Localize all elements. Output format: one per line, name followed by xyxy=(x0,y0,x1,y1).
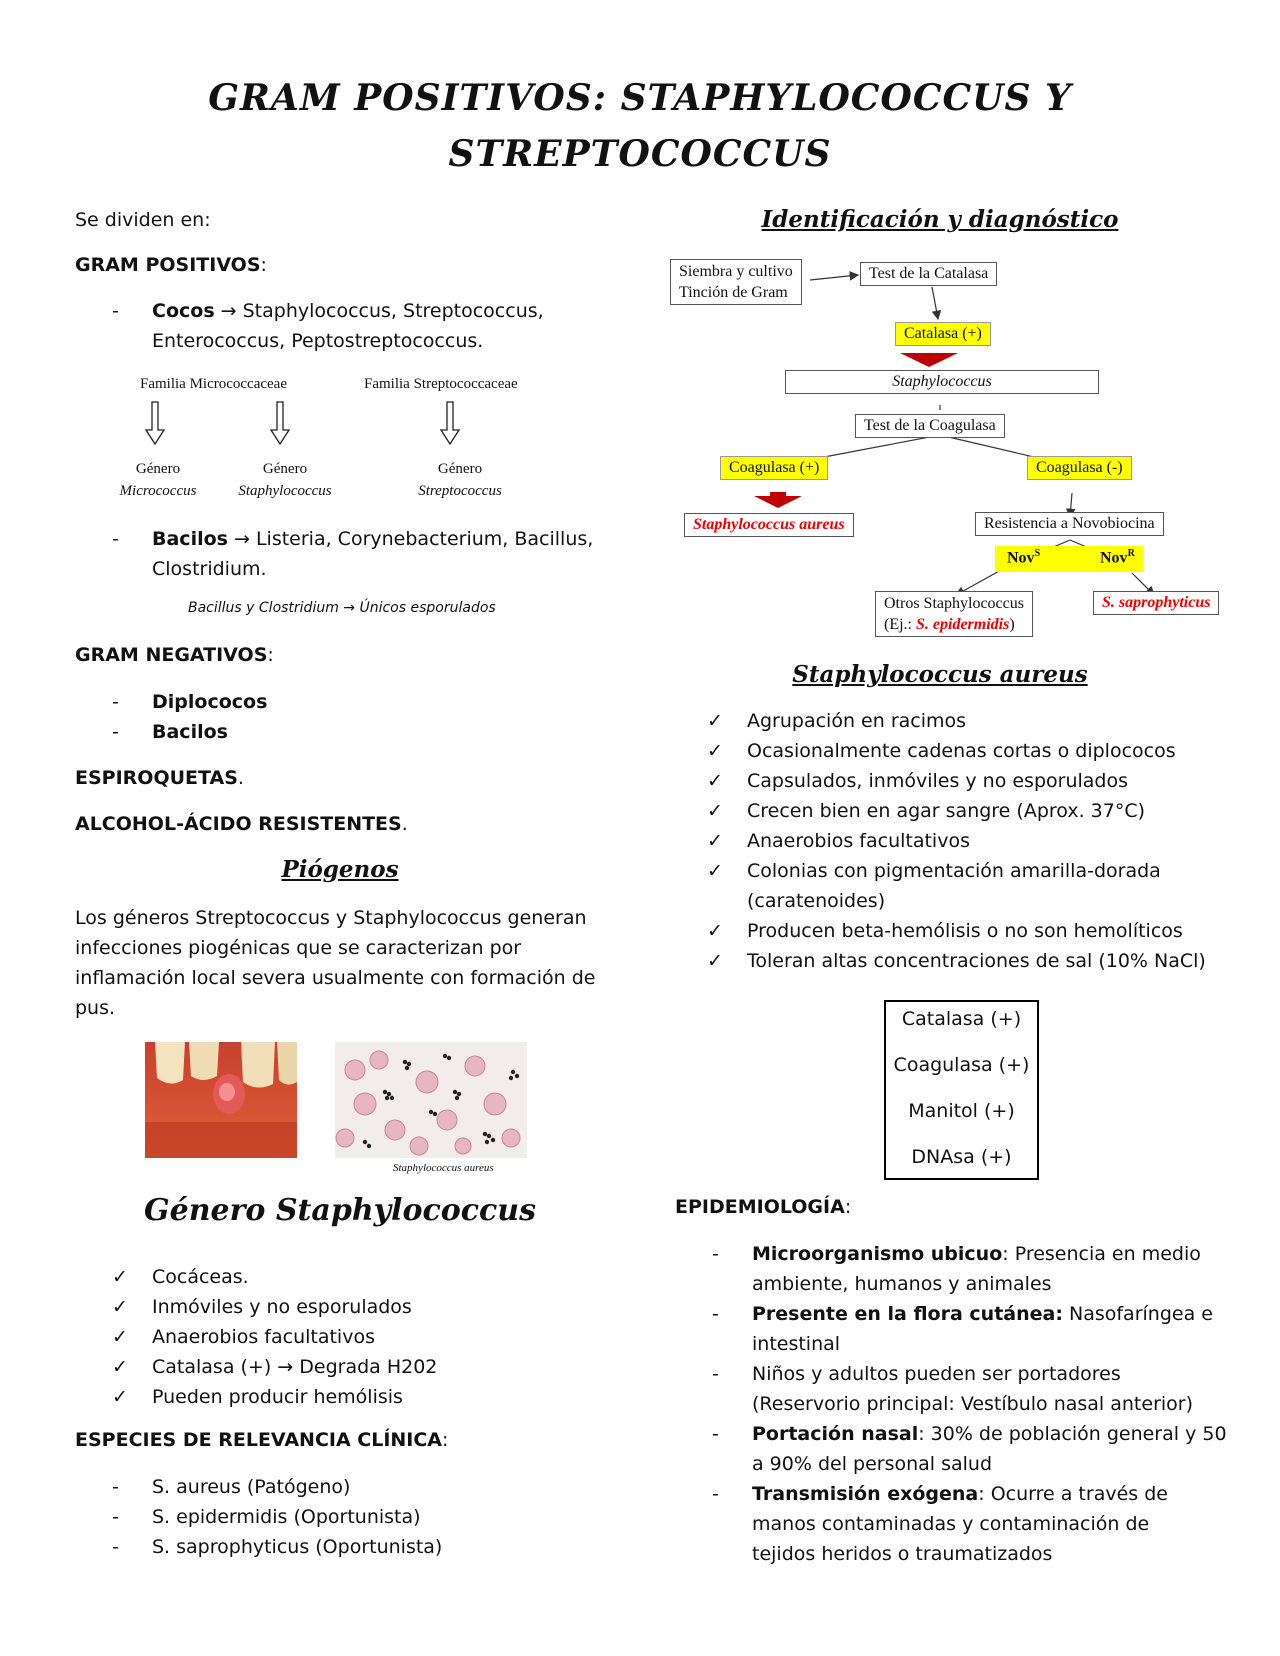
red-arrow-icon xyxy=(900,353,958,367)
espiroquetas-label: ESPIROQUETAS xyxy=(75,767,238,789)
check-icon: ✓ xyxy=(112,1386,128,1408)
especies-label: ESPECIES DE RELEVANCIA CLÍNICA xyxy=(75,1429,443,1451)
check-item-text: Ocasionalmente cadenas cortas o diplococos xyxy=(747,740,1176,762)
down-arrows xyxy=(140,400,480,448)
epi-text: manos contaminadas y contaminación de xyxy=(752,1513,1150,1535)
epi-label: EPIDEMIOLOGÍA xyxy=(675,1196,845,1218)
epi-item xyxy=(712,1479,1232,1569)
check-item-text: Producen beta-hemólisis o no son hemolíticos xyxy=(747,920,1183,942)
check-item-continued xyxy=(707,886,1227,916)
gram-neg-label: Diplococos xyxy=(152,691,268,713)
aureus-list xyxy=(707,706,1227,976)
dash: - xyxy=(712,1423,719,1445)
espiroquetas xyxy=(75,763,244,793)
check-icon: ✓ xyxy=(707,860,723,882)
list-item-text: S. aureus (Patógeno) xyxy=(152,1476,351,1498)
flow-text: Tinción de Gram xyxy=(679,284,788,301)
especies-list xyxy=(112,1472,612,1562)
epi-text: (Reservorio principal: Vestíbulo nasal anterior) xyxy=(752,1393,1194,1415)
genus-word: Género xyxy=(262,461,308,477)
colon: : xyxy=(442,1429,449,1451)
check-item-text: Capsulados, inmóviles y no esporulados xyxy=(747,770,1129,792)
flow-text: Otros Staphylococcus xyxy=(884,595,1024,612)
flow-coagulasa-negative-box: Coagulasa (-) xyxy=(1027,456,1132,480)
aureus-title: Staphylococcus aureus xyxy=(792,661,1088,688)
epi-bold: Presente en la flora cutánea: xyxy=(752,1303,1063,1325)
list-item xyxy=(112,1532,612,1562)
page-title-line1: GRAM POSITIVOS: STAPHYLOCOCCUS Y xyxy=(208,77,1072,119)
text-line: Los géneros Streptococcus y Staphylococcus generan xyxy=(75,907,587,929)
gram-negativos-heading xyxy=(75,640,274,670)
piogenos-text xyxy=(75,903,635,1023)
genus-name: Micrococcus xyxy=(119,483,197,499)
genus-name: Staphylococcus xyxy=(238,483,332,499)
check-item xyxy=(112,1262,612,1292)
list-item xyxy=(112,1502,612,1532)
check-item-text: Cocáceas. xyxy=(152,1266,249,1288)
genus-name: Streptococcus xyxy=(418,483,502,499)
check-icon: ✓ xyxy=(707,740,723,762)
check-item xyxy=(707,946,1227,976)
dash: - xyxy=(112,1536,119,1558)
flow-otros-box xyxy=(875,591,1033,637)
epi-bold: Portación nasal xyxy=(752,1423,919,1445)
colon: : xyxy=(844,1196,852,1218)
image-caption: Staphylococcus aureus xyxy=(393,1162,494,1174)
dash: - xyxy=(112,300,119,322)
flow-s-saprophyticus-box: S. saprophyticus xyxy=(1093,591,1219,615)
flow-staphylococcus-box: Staphylococcus xyxy=(785,370,1099,394)
epi-text: ambiente, humanos y animales xyxy=(752,1273,1052,1295)
identificacion-title: Identificación y diagnóstico xyxy=(761,206,1119,233)
check-item xyxy=(112,1382,612,1412)
bacilos-label: Bacilos xyxy=(152,528,228,550)
piogenos-title: Piógenos xyxy=(281,856,399,883)
spore-note: Bacillus y Clostridium → Únicos esporulados xyxy=(188,600,496,616)
epi-text: Niños y adultos pueden ser portadores xyxy=(752,1363,1121,1385)
text-line: infecciones piogénicas que se caracterizan por xyxy=(75,937,522,959)
check-item-text: Anaerobios facultativos xyxy=(152,1326,375,1348)
cocos-text1: → Staphylococcus, Streptococcus, xyxy=(214,300,544,322)
gram-positivos-heading xyxy=(75,250,267,280)
gram-positivos-label: GRAM POSITIVOS xyxy=(75,254,261,276)
text-line: inflamación local severa usualmente con formación de xyxy=(75,967,596,989)
epi-text: intestinal xyxy=(752,1333,841,1355)
check-icon: ✓ xyxy=(707,920,723,942)
flow-text-red: S. epidermidis xyxy=(916,616,1010,633)
check-item-text: Crecen bien en agar sangre (Aprox. 37°C) xyxy=(747,800,1145,822)
check-item-text: Anaerobios facultativos xyxy=(747,830,970,852)
alcohol-acido xyxy=(75,809,408,839)
check-item-text: Catalasa (+) → Degrada H202 xyxy=(152,1356,438,1378)
alcohol-label: ALCOHOL-ÁCIDO RESISTENTES xyxy=(75,813,402,835)
list-item xyxy=(112,1472,612,1502)
dash: - xyxy=(112,528,119,550)
dash: - xyxy=(112,721,119,743)
flow-novobiocina-box: Resistencia a Novobiocina xyxy=(975,512,1164,536)
staph-micrograph-image xyxy=(335,1042,527,1158)
check-item xyxy=(112,1352,612,1382)
epi-text: : Presencia en medio xyxy=(1002,1243,1201,1265)
red-arrow-icon xyxy=(754,492,802,508)
check-item-text: Inmóviles y no esporulados xyxy=(152,1296,412,1318)
genus-streptococcus xyxy=(400,458,520,502)
genus-word: Género xyxy=(135,461,181,477)
check-item xyxy=(112,1322,612,1352)
dash: - xyxy=(712,1303,719,1325)
epi-item xyxy=(712,1419,1232,1479)
epi-bold: Microorganismo ubicuo xyxy=(752,1243,1003,1265)
especies-heading xyxy=(75,1425,448,1455)
check-icon: ✓ xyxy=(112,1266,128,1288)
genus-word: Género xyxy=(437,461,483,477)
check-item xyxy=(707,766,1227,796)
family-micrococcaceae: Familia Micrococcaceae xyxy=(140,376,287,392)
check-icon: ✓ xyxy=(112,1356,128,1378)
page-title-line2: STREPTOCOCCUS xyxy=(448,133,832,175)
check-item-text: Colonias con pigmentación amarilla-dorada xyxy=(747,860,1161,882)
flow-nov-s xyxy=(1007,548,1040,567)
test-item: Manitol (+) xyxy=(908,1100,1015,1122)
check-item xyxy=(707,826,1227,856)
dash: - xyxy=(112,1476,119,1498)
family-streptococcaceae: Familia Streptococcaceae xyxy=(364,376,518,392)
check-item xyxy=(707,856,1227,886)
check-icon: ✓ xyxy=(112,1326,128,1348)
genero-staphylococcus-title: Género Staphylococcus xyxy=(144,1193,536,1228)
genus-staphylococcus xyxy=(225,458,345,502)
flow-s-aureus-box: Staphylococcus aureus xyxy=(684,513,854,537)
flow-siembra-box xyxy=(670,259,802,305)
cocos-label: Cocos xyxy=(152,300,215,322)
dash: - xyxy=(712,1363,719,1385)
flow-coagulasa-positive-box: Coagulasa (+) xyxy=(720,456,828,480)
gum-infection-image xyxy=(145,1042,297,1158)
down-arrow-icon xyxy=(441,402,459,444)
nov-label: Nov xyxy=(1100,549,1128,567)
flow-catalasa-positive-box: Catalasa (+) xyxy=(895,322,991,346)
epi-text: : Ocurre a través de xyxy=(978,1483,1168,1505)
flow-text: ) xyxy=(1009,616,1015,633)
down-arrow-icon xyxy=(271,402,289,444)
epi-text: tejidos heridos o traumatizados xyxy=(752,1543,1053,1565)
check-item-text: Pueden producir hemólisis xyxy=(152,1386,403,1408)
text-line: pus. xyxy=(75,997,116,1019)
genus-micrococcus xyxy=(108,458,208,502)
flow-nov-r xyxy=(1100,548,1135,567)
nov-label: Nov xyxy=(1007,549,1035,567)
epi-text: : 30% de población general y 50 xyxy=(918,1423,1227,1445)
flow-text: (Ej.: xyxy=(884,616,916,633)
check-item xyxy=(707,736,1227,766)
flow-coagulasa-test-box: Test de la Coagulasa xyxy=(855,414,1005,438)
genero-list xyxy=(112,1262,612,1412)
epidemiologia-heading xyxy=(675,1192,851,1222)
dot: . xyxy=(237,767,244,789)
dash: - xyxy=(112,1506,119,1528)
check-item-text: Agrupación en racimos xyxy=(747,710,967,732)
test-item: DNAsa (+) xyxy=(911,1146,1012,1168)
dash: - xyxy=(712,1243,719,1265)
intro-text: Se dividen en: xyxy=(75,209,211,231)
epi-item xyxy=(712,1299,1232,1359)
check-item-text: (caratenoides) xyxy=(747,890,886,912)
gram-neg-label: Bacilos xyxy=(152,721,228,743)
epi-text: a 90% del personal salud xyxy=(752,1453,993,1475)
check-item xyxy=(707,796,1227,826)
flowchart-connectors xyxy=(670,255,1240,645)
nov-superscript: S xyxy=(1034,548,1041,559)
epi-text: Nasofaríngea e xyxy=(1062,1303,1213,1325)
bacilos-text1: → Listeria, Corynebacterium, Bacillus, xyxy=(227,528,594,550)
dash: - xyxy=(712,1483,719,1505)
test-item: Catalasa (+) xyxy=(901,1008,1022,1030)
epi-item xyxy=(712,1359,1232,1419)
check-icon: ✓ xyxy=(707,830,723,852)
list-item-text: S. saprophyticus (Oportunista) xyxy=(152,1536,443,1558)
colon: : xyxy=(260,254,267,276)
flow-text: Siembra y cultivo xyxy=(679,263,793,280)
check-item-text: Toleran altas concentraciones de sal (10% NaCl) xyxy=(747,950,1206,972)
list-item-text: S. epidermidis (Oportunista) xyxy=(152,1506,421,1528)
flow-catalasa-test-box: Test de la Catalasa xyxy=(860,262,997,286)
tests-box xyxy=(884,1000,1039,1180)
check-icon: ✓ xyxy=(707,770,723,792)
check-item xyxy=(707,916,1227,946)
colon: : xyxy=(267,644,274,666)
check-item xyxy=(707,706,1227,736)
check-icon: ✓ xyxy=(707,800,723,822)
nov-superscript: R xyxy=(1127,548,1135,559)
epi-list xyxy=(712,1239,1232,1569)
gram-negativos-label: GRAM NEGATIVOS xyxy=(75,644,268,666)
epi-item xyxy=(712,1239,1232,1299)
test-item: Coagulasa (+) xyxy=(893,1054,1030,1076)
check-icon: ✓ xyxy=(707,710,723,732)
cocos-text2: Enterococcus, Peptostreptococcus. xyxy=(152,330,484,352)
check-item xyxy=(112,1292,612,1322)
down-arrow-icon xyxy=(146,402,164,444)
check-icon: ✓ xyxy=(707,950,723,972)
bacilos-text2: Clostridium. xyxy=(152,558,267,580)
dash: - xyxy=(112,691,119,713)
epi-bold: Transmisión exógena xyxy=(752,1483,979,1505)
dot: . xyxy=(401,813,408,835)
check-icon: ✓ xyxy=(112,1296,128,1318)
